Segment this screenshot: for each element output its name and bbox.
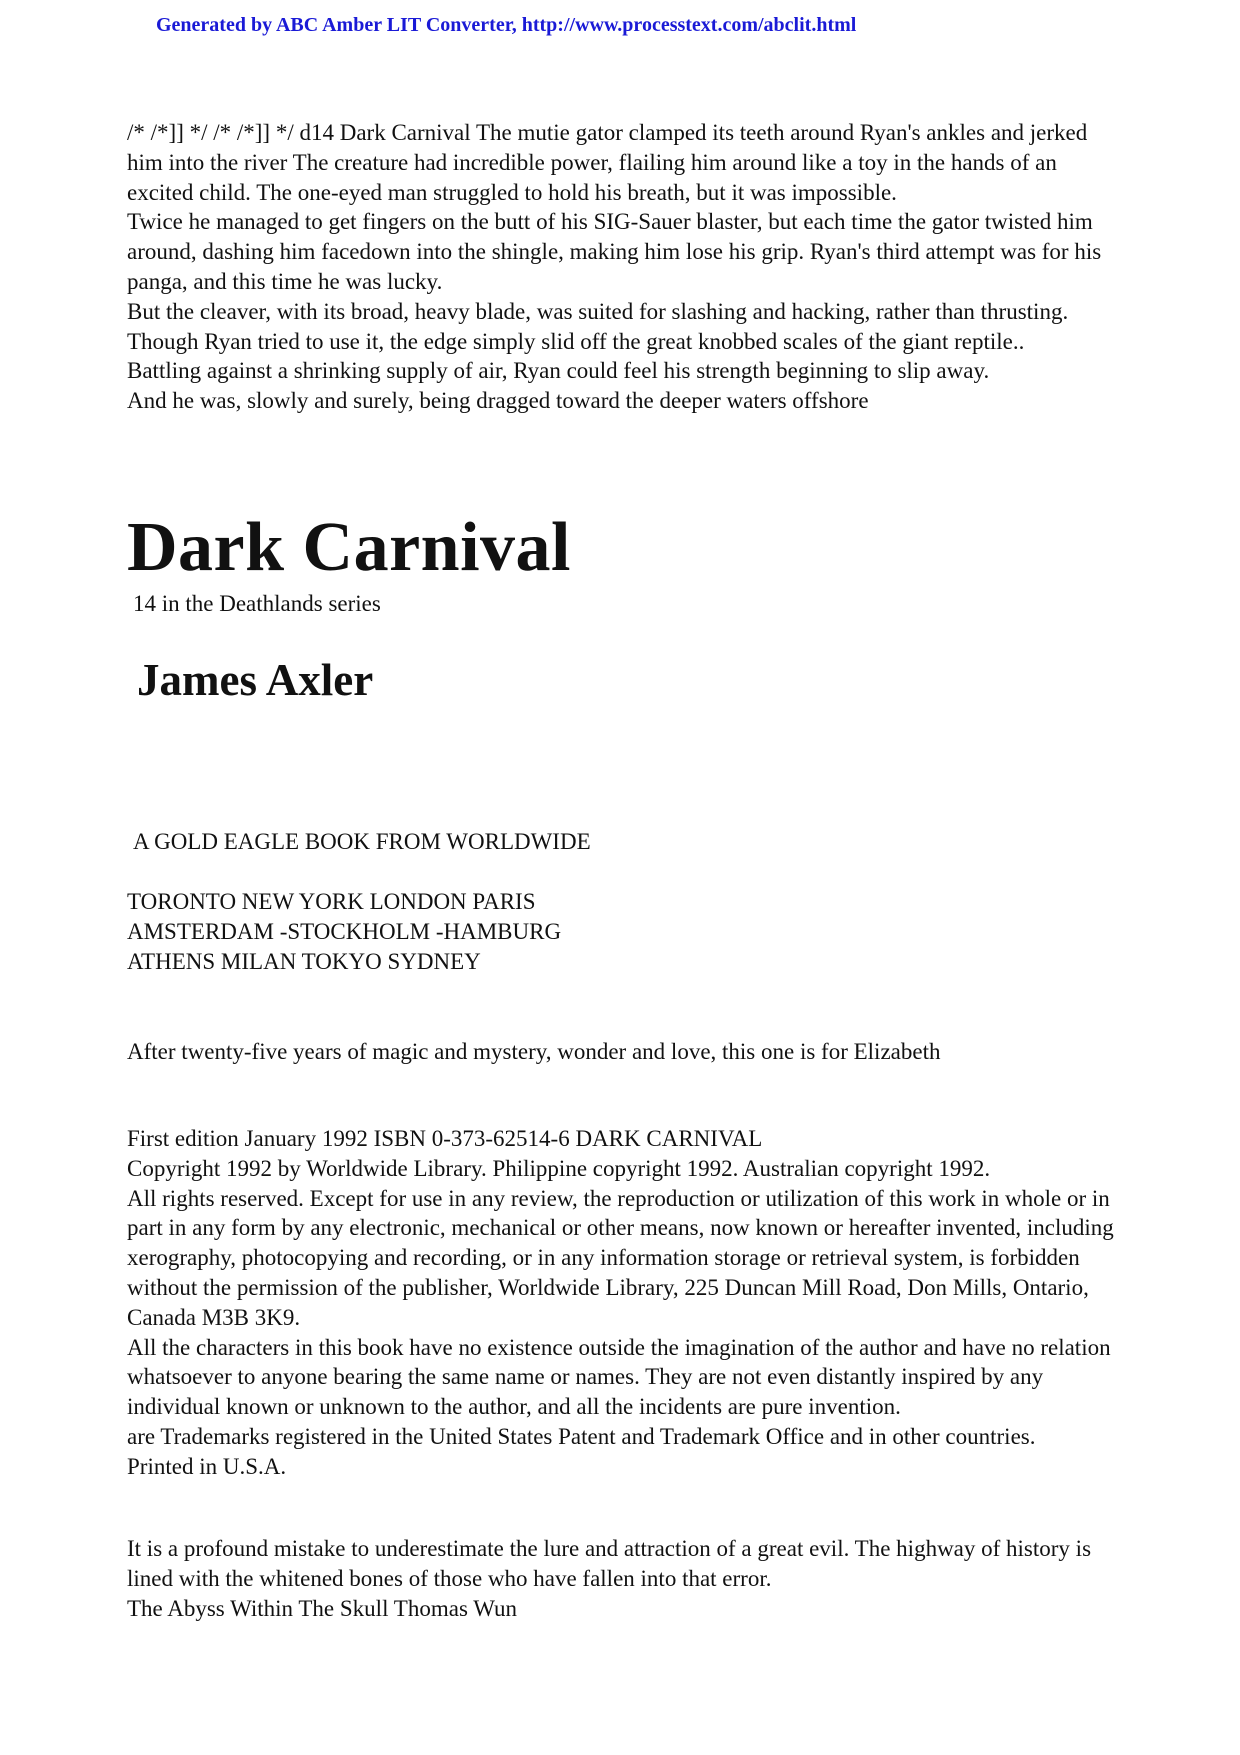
- copyright-line: All the characters in this book have no existence outside the imagination of the author and have no relation whatsoever to anyone bearing the same name or names. They are not even distantly inspired by any individual known or unknown to the author, and all the incidents are pure invention.: [127, 1334, 1111, 1420]
- author-name: James Axler: [137, 655, 374, 705]
- dedication-text: After twenty-five years of magic and mystery, wonder and love, this one is for Elizabeth: [127, 1039, 941, 1064]
- epigraph-source: The Abyss Within The Skull Thomas Wun: [127, 1595, 518, 1621]
- copyright-line: First edition January 1992 ISBN 0-373-62514-6 DARK CARNIVAL: [127, 1126, 763, 1151]
- epigraph-quote: It is a profound mistake to underestimate the lure and attraction of a great evil. The highway of history is lined with the whitened bones of those who have fallen into that error.: [127, 1536, 1092, 1591]
- paragraph: Battling against a shrinking supply of air, Ryan could feel his strength beginning to slip away.: [127, 358, 990, 384]
- copyright-line: are Trademarks registered in the United States Patent and Trademark Office and in other countries.: [127, 1423, 1036, 1449]
- copyright-line: Copyright 1992 by Worldwide Library. Philippine copyright 1992. Australian copyright 1992.: [127, 1155, 991, 1181]
- paragraph: /* /*]] */ /* /*]] */ d14 Dark Carnival The mutie gator clamped its teeth around Ryan's ankles and jerked him into the river The creature had incredible power, flailing him around like a toy in the hands of an excited child. The one-eyed man struggled to hold his breath, but it was impossible.: [127, 120, 1088, 205]
- copyright-block: [127, 1124, 1127, 1482]
- paragraph: Twice he managed to get fingers on the butt of his SIG-Sauer blaster, but each time the gator twisted him around, dashing him facedown into the shingle, making him lose his grip. Ryan's third attempt was for his panga, and this time he was lucky.: [127, 209, 1102, 294]
- dedication: [127, 1037, 1127, 1067]
- intro-excerpt: [127, 118, 1127, 416]
- publisher-line: A GOLD EAGLE BOOK FROM WORLDWIDE: [133, 829, 591, 854]
- copyright-line: Printed in U.S.A.: [127, 1453, 287, 1479]
- city-line: ATHENS MILAN TOKYO SYDNEY: [127, 948, 481, 974]
- publisher-cities: [127, 887, 1127, 976]
- generator-link[interactable]: Generated by ABC Amber LIT Converter, http://www.processtext.com/abclit.html: [156, 14, 857, 36]
- series-line: 14 in the Deathlands series: [133, 591, 381, 616]
- epigraph: [127, 1534, 1127, 1623]
- city-line: AMSTERDAM -STOCKHOLM -HAMBURG: [127, 918, 562, 944]
- book-title: Dark Carnival: [127, 509, 571, 586]
- copyright-line: All rights reserved. Except for use in any review, the reproduction or utilization of this work in whole or in part in any form by any electronic, mechanical or other means, now known or hereafter invented, including xerography, photocopying and recording, or in any information storage or retrieval system, is forbidden without the permission of the publisher, Worldwide Library, 225 Duncan Mill Road, Don Mills, Ontario, Canada M3B 3K9.: [127, 1185, 1114, 1330]
- city-line: TORONTO NEW YORK LONDON PARIS: [127, 889, 536, 914]
- paragraph: But the cleaver, with its broad, heavy blade, was suited for slashing and hacking, rather than thrusting. Though Ryan tried to use it, the edge simply slid off the great knobbed scales of the giant reptile..: [127, 298, 1069, 354]
- paragraph: And he was, slowly and surely, being dragged toward the deeper waters offshore: [127, 388, 869, 414]
